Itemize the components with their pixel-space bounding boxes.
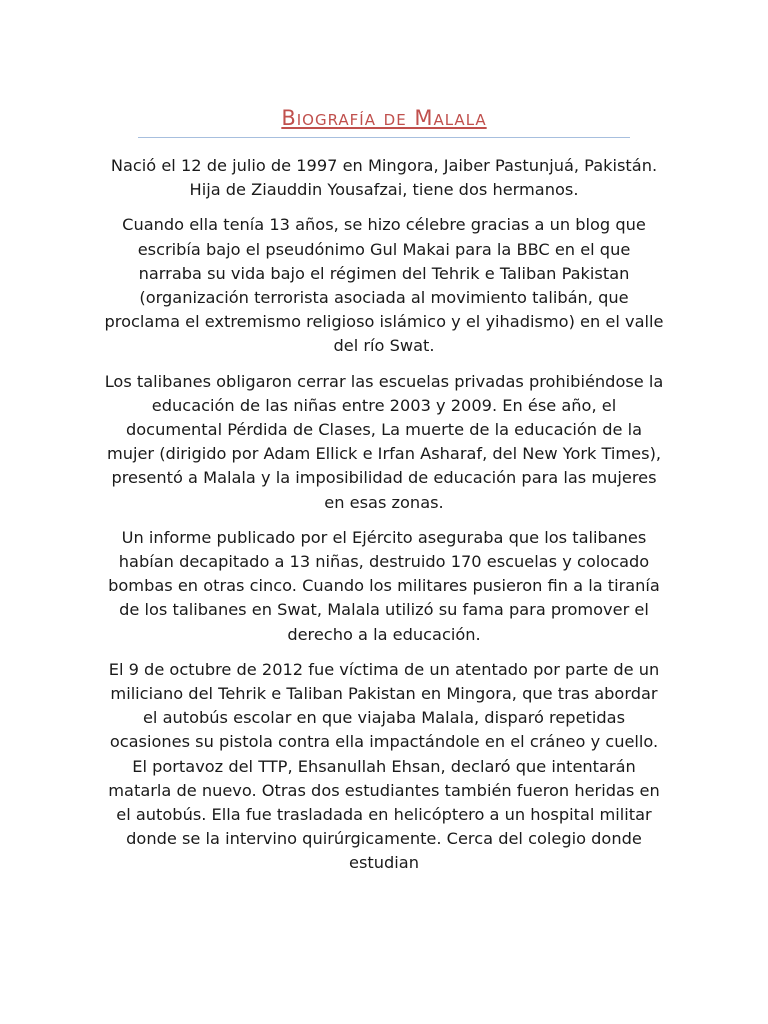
paragraph-attack: El 9 de octubre de 2012 fue víctima de un atentado por parte de un miliciano del Tehrik e Taliban Pakistan en Mingora, que tras abordar el autobús escolar en que viajaba Malala, disparó repetidas ocasiones su pistola contra ella impactándole en el cráneo y cuello. El portavoz del TTP, Ehsanullah Ehsan, declaró que intentarán matarla de nuevo. Otras dos estudiantes también fueron heridas en el autobús. Ella fue trasladada en helicóptero a un hospital militar donde se la intervino quirúrgicamente. Cerca del colegio donde estudian [108, 659, 660, 873]
document-title: Biografía de Malala [281, 106, 487, 130]
paragraph-report: Un informe publicado por el Ejército aseguraba que los talibanes habían decapitado a 13 niñas, destruido 170 escuelas y colocado bombas en otras cinco. Cuando los militares pusieron fin a la tiranía de los talibanes en Swat, Malala utilizó su fama para promover el derecho a la educación. [108, 527, 660, 644]
title-divider [138, 137, 630, 138]
document-body [104, 154, 664, 887]
paragraph-blog: Cuando ella tenía 13 años, se hizo célebre gracias a un blog que escribía bajo el pseudónimo Gul Makai para la BBC en el que narraba su vida bajo el régimen del Tehrik e Taliban Pakistan (organización terrorista asociada al movimiento talibán, que proclama el extremismo religioso islámico y el yihadismo) en el valle del río Swat. [104, 215, 664, 356]
paragraph-schools: Los talibanes obligaron cerrar las escuelas privadas prohibiéndose la educación de las niñas entre 2003 y 2009. En ése año, el documental Pérdida de Clases, La muerte de la educación de la mujer (dirigido por Adam Ellick e Irfan Asharaf, del New York Times), presentó a Malala y la imposibilidad de educación para las mujeres en esas zonas. [104, 371, 664, 512]
paragraph-birth: Nació el 12 de julio de 1997 en Mingora, Jaiber Pastunjuá, Pakistán. Hija de Ziauddin Yousafzai, tiene dos hermanos. [110, 156, 658, 200]
